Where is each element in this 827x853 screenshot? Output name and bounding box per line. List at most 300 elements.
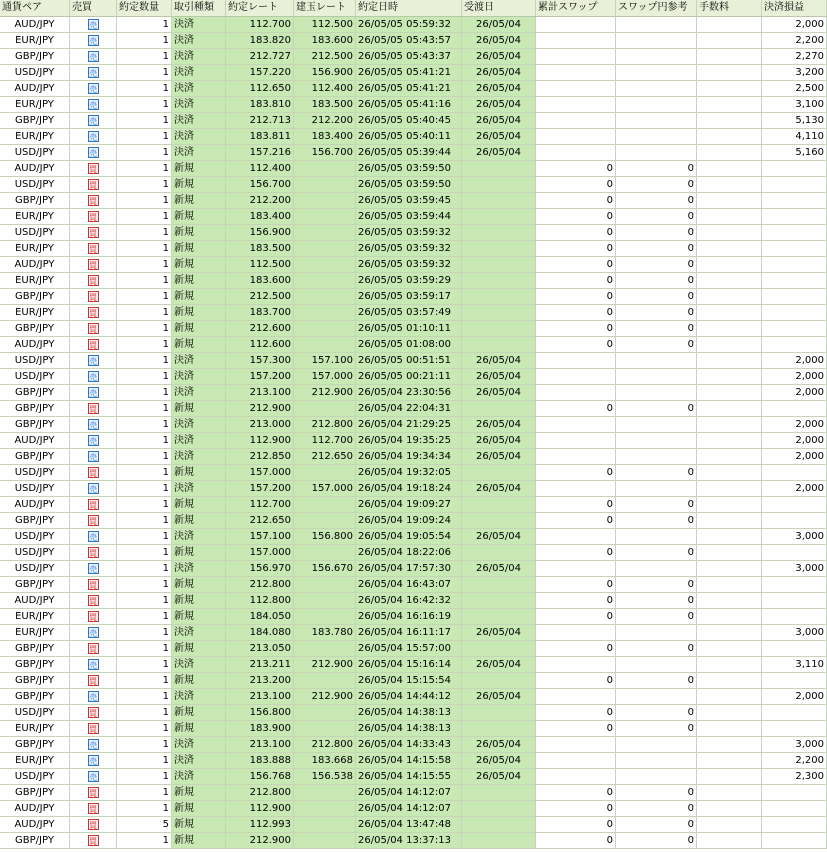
table-row[interactable]	[0, 769, 827, 785]
cell-delivery-date	[462, 673, 536, 689]
table-row[interactable]	[0, 817, 827, 833]
cell-pair: GBP/JPY	[0, 641, 70, 657]
cell-pair: AUD/JPY	[0, 17, 70, 33]
cell-trade-type: 決済	[172, 145, 226, 161]
cell-settlement-pnl	[762, 193, 827, 209]
cell-settlement-pnl: 5,130	[762, 113, 827, 129]
cell-commission	[697, 161, 762, 177]
cell-delivery-date: 26/05/04	[462, 385, 536, 401]
cell-side	[70, 545, 117, 561]
cell-exec-rate: 156.700	[226, 177, 294, 193]
cell-position-rate	[294, 209, 356, 225]
cell-trade-type: 決済	[172, 129, 226, 145]
cell-side	[70, 385, 117, 401]
cell-exec-datetime: 26/05/04 14:33:43	[356, 737, 462, 753]
sell-badge: 売	[89, 421, 97, 430]
cell-quantity: 1	[117, 97, 172, 113]
cell-delivery-date	[462, 193, 536, 209]
header-pair[interactable]: 通貨ペア	[0, 0, 70, 16]
cell-delivery-date	[462, 593, 536, 609]
cell-exec-datetime: 26/05/04 15:15:54	[356, 673, 462, 689]
cell-cumulative-swap: 0	[536, 673, 616, 689]
cell-exec-datetime: 26/05/05 05:41:21	[356, 65, 462, 81]
cell-swap-yen-ref: 0	[616, 497, 697, 513]
cell-exec-datetime: 26/05/05 03:57:49	[356, 305, 462, 321]
cell-cumulative-swap	[536, 17, 616, 33]
buy-badge: 買	[89, 517, 97, 526]
cell-exec-datetime: 26/05/05 03:59:32	[356, 225, 462, 241]
cell-delivery-date: 26/05/04	[462, 113, 536, 129]
table-row[interactable]	[0, 33, 827, 49]
cell-quantity: 1	[117, 145, 172, 161]
cell-settlement-pnl	[762, 785, 827, 801]
sell-badge: 売	[89, 437, 97, 446]
cell-side	[70, 161, 117, 177]
table-row[interactable]	[0, 673, 827, 689]
cell-quantity: 1	[117, 305, 172, 321]
cell-exec-rate: 212.850	[226, 449, 294, 465]
cell-trade-type: 決済	[172, 113, 226, 129]
cell-trade-type: 決済	[172, 737, 226, 753]
cell-exec-rate: 112.400	[226, 161, 294, 177]
cell-swap-yen-ref: 0	[616, 193, 697, 209]
cell-swap-yen-ref	[616, 753, 697, 769]
cell-exec-rate: 212.900	[226, 833, 294, 849]
cell-exec-datetime: 26/05/05 03:59:50	[356, 161, 462, 177]
cell-swap-yen-ref: 0	[616, 721, 697, 737]
cell-position-rate	[294, 289, 356, 305]
table-row[interactable]	[0, 241, 827, 257]
cell-commission	[697, 785, 762, 801]
cell-position-rate	[294, 577, 356, 593]
cell-swap-yen-ref: 0	[616, 513, 697, 529]
cell-swap-yen-ref: 0	[616, 817, 697, 833]
cell-cumulative-swap	[536, 129, 616, 145]
cell-delivery-date	[462, 289, 536, 305]
cell-exec-rate: 112.700	[226, 497, 294, 513]
table-row[interactable]	[0, 417, 827, 433]
cell-exec-datetime: 26/05/04 15:57:00	[356, 641, 462, 657]
cell-delivery-date: 26/05/04	[462, 353, 536, 369]
cell-exec-rate: 157.200	[226, 481, 294, 497]
cell-side	[70, 705, 117, 721]
cell-exec-datetime: 26/05/04 14:38:13	[356, 705, 462, 721]
cell-exec-datetime: 26/05/04 19:09:27	[356, 497, 462, 513]
cell-swap-yen-ref: 0	[616, 609, 697, 625]
cell-quantity: 1	[117, 289, 172, 305]
cell-pair: AUD/JPY	[0, 801, 70, 817]
sell-badge: 売	[89, 533, 97, 542]
cell-trade-type: 新規	[172, 673, 226, 689]
cell-cumulative-swap: 0	[536, 273, 616, 289]
cell-cumulative-swap: 0	[536, 401, 616, 417]
cell-cumulative-swap: 0	[536, 305, 616, 321]
table-row[interactable]	[0, 737, 827, 753]
table-row[interactable]	[0, 177, 827, 193]
header-trade-type[interactable]: 取引種類	[172, 0, 226, 16]
cell-quantity: 1	[117, 337, 172, 353]
cell-delivery-date	[462, 497, 536, 513]
cell-exec-datetime: 26/05/04 16:42:32	[356, 593, 462, 609]
table-row[interactable]	[0, 209, 827, 225]
cell-exec-rate: 213.000	[226, 417, 294, 433]
cell-settlement-pnl	[762, 577, 827, 593]
header-position-rate[interactable]: 建玉レート	[294, 0, 356, 16]
cell-side	[70, 257, 117, 273]
cell-trade-type: 新規	[172, 321, 226, 337]
cell-commission	[697, 65, 762, 81]
cell-exec-datetime: 26/05/05 05:43:57	[356, 33, 462, 49]
cell-swap-yen-ref	[616, 625, 697, 641]
cell-pair: AUD/JPY	[0, 817, 70, 833]
cell-swap-yen-ref: 0	[616, 401, 697, 417]
cell-side	[70, 81, 117, 97]
header-swap-yen-ref[interactable]: スワップ円参考	[616, 0, 697, 16]
cell-cumulative-swap: 0	[536, 801, 616, 817]
cell-exec-rate: 157.000	[226, 545, 294, 561]
cell-position-rate	[294, 785, 356, 801]
cell-commission	[697, 673, 762, 689]
table-row[interactable]	[0, 625, 827, 641]
cell-exec-rate: 183.900	[226, 721, 294, 737]
cell-pair: GBP/JPY	[0, 657, 70, 673]
cell-cumulative-swap	[536, 657, 616, 673]
cell-exec-datetime: 26/05/04 15:16:14	[356, 657, 462, 673]
buy-badge: 買	[89, 805, 97, 814]
cell-exec-rate: 212.600	[226, 321, 294, 337]
cell-commission	[697, 657, 762, 673]
cell-side	[70, 337, 117, 353]
table-row[interactable]	[0, 193, 827, 209]
cell-exec-datetime: 26/05/04 18:22:06	[356, 545, 462, 561]
sell-badge: 売	[89, 373, 97, 382]
cell-trade-type: 決済	[172, 769, 226, 785]
cell-cumulative-swap	[536, 561, 616, 577]
cell-quantity: 1	[117, 49, 172, 65]
cell-trade-type: 新規	[172, 305, 226, 321]
cell-trade-type: 新規	[172, 497, 226, 513]
table-row[interactable]	[0, 17, 827, 33]
cell-cumulative-swap: 0	[536, 785, 616, 801]
cell-settlement-pnl: 2,000	[762, 449, 827, 465]
cell-settlement-pnl	[762, 801, 827, 817]
cell-delivery-date: 26/05/04	[462, 769, 536, 785]
table-row[interactable]	[0, 369, 827, 385]
header-commission[interactable]: 手数料	[697, 0, 762, 16]
cell-pair: AUD/JPY	[0, 337, 70, 353]
cell-swap-yen-ref	[616, 481, 697, 497]
cell-exec-datetime: 26/05/05 05:43:37	[356, 49, 462, 65]
table-row[interactable]	[0, 689, 827, 705]
table-row[interactable]	[0, 545, 827, 561]
cell-quantity: 1	[117, 529, 172, 545]
cell-exec-datetime: 26/05/05 03:59:50	[356, 177, 462, 193]
cell-delivery-date	[462, 609, 536, 625]
cell-exec-datetime: 26/05/05 01:08:00	[356, 337, 462, 353]
table-row[interactable]	[0, 833, 827, 849]
cell-cumulative-swap: 0	[536, 513, 616, 529]
sell-badge: 売	[89, 53, 97, 62]
cell-delivery-date	[462, 161, 536, 177]
table-row[interactable]	[0, 497, 827, 513]
table-row[interactable]	[0, 657, 827, 673]
table-row[interactable]	[0, 161, 827, 177]
cell-position-rate: 157.000	[294, 369, 356, 385]
table-row[interactable]	[0, 65, 827, 81]
cell-cumulative-swap	[536, 449, 616, 465]
sell-badge: 売	[89, 357, 97, 366]
table-row[interactable]	[0, 481, 827, 497]
cell-pair: EUR/JPY	[0, 209, 70, 225]
buy-badge: 買	[89, 325, 97, 334]
cell-position-rate: 212.900	[294, 385, 356, 401]
cell-pair: GBP/JPY	[0, 49, 70, 65]
cell-pair: USD/JPY	[0, 65, 70, 81]
table-row[interactable]	[0, 305, 827, 321]
table-row[interactable]	[0, 113, 827, 129]
header-side[interactable]: 売買	[70, 0, 117, 16]
cell-swap-yen-ref: 0	[616, 289, 697, 305]
cell-commission	[697, 769, 762, 785]
cell-exec-rate: 112.800	[226, 593, 294, 609]
cell-pair: GBP/JPY	[0, 417, 70, 433]
cell-swap-yen-ref: 0	[616, 593, 697, 609]
cell-trade-type: 決済	[172, 449, 226, 465]
cell-exec-datetime: 26/05/04 13:47:48	[356, 817, 462, 833]
cell-side	[70, 657, 117, 673]
cell-cumulative-swap	[536, 65, 616, 81]
cell-commission	[697, 369, 762, 385]
cell-side	[70, 625, 117, 641]
table-row[interactable]	[0, 705, 827, 721]
cell-pair: EUR/JPY	[0, 305, 70, 321]
cell-swap-yen-ref: 0	[616, 241, 697, 257]
table-row[interactable]	[0, 801, 827, 817]
cell-quantity: 1	[117, 545, 172, 561]
cell-commission	[697, 577, 762, 593]
cell-exec-rate: 157.300	[226, 353, 294, 369]
table-row[interactable]	[0, 529, 827, 545]
cell-cumulative-swap: 0	[536, 289, 616, 305]
cell-exec-datetime: 26/05/04 19:35:25	[356, 433, 462, 449]
cell-position-rate	[294, 401, 356, 417]
cell-commission	[697, 145, 762, 161]
cell-settlement-pnl: 3,100	[762, 97, 827, 113]
cell-commission	[697, 225, 762, 241]
cell-side	[70, 481, 117, 497]
cell-exec-datetime: 26/05/04 21:29:25	[356, 417, 462, 433]
cell-exec-datetime: 26/05/04 17:57:30	[356, 561, 462, 577]
cell-swap-yen-ref: 0	[616, 321, 697, 337]
table-row[interactable]	[0, 129, 827, 145]
cell-exec-datetime: 26/05/05 03:59:45	[356, 193, 462, 209]
cell-settlement-pnl: 3,000	[762, 737, 827, 753]
cell-side	[70, 17, 117, 33]
table-row[interactable]	[0, 785, 827, 801]
table-row[interactable]	[0, 593, 827, 609]
cell-settlement-pnl	[762, 321, 827, 337]
cell-position-rate: 183.500	[294, 97, 356, 113]
table-row[interactable]	[0, 81, 827, 97]
cell-cumulative-swap: 0	[536, 609, 616, 625]
cell-swap-yen-ref	[616, 49, 697, 65]
table-row[interactable]	[0, 449, 827, 465]
cell-side	[70, 65, 117, 81]
cell-exec-rate: 156.970	[226, 561, 294, 577]
cell-settlement-pnl	[762, 513, 827, 529]
header-quantity[interactable]: 約定数量	[117, 0, 172, 16]
table-row[interactable]	[0, 401, 827, 417]
cell-swap-yen-ref	[616, 449, 697, 465]
header-exec-rate[interactable]: 約定レート	[226, 0, 294, 16]
cell-exec-rate: 112.900	[226, 433, 294, 449]
cell-commission	[697, 449, 762, 465]
cell-settlement-pnl: 5,160	[762, 145, 827, 161]
cell-swap-yen-ref: 0	[616, 305, 697, 321]
cell-cumulative-swap: 0	[536, 257, 616, 273]
cell-delivery-date: 26/05/04	[462, 49, 536, 65]
cell-commission	[697, 497, 762, 513]
cell-commission	[697, 129, 762, 145]
table-row[interactable]	[0, 97, 827, 113]
buy-badge: 買	[89, 789, 97, 798]
cell-cumulative-swap	[536, 625, 616, 641]
cell-swap-yen-ref	[616, 113, 697, 129]
table-row[interactable]	[0, 273, 827, 289]
cell-delivery-date	[462, 785, 536, 801]
cell-exec-rate: 183.820	[226, 33, 294, 49]
cell-trade-type: 決済	[172, 689, 226, 705]
cell-trade-type: 新規	[172, 241, 226, 257]
cell-quantity: 1	[117, 17, 172, 33]
cell-quantity: 1	[117, 257, 172, 273]
cell-cumulative-swap: 0	[536, 497, 616, 513]
cell-swap-yen-ref	[616, 145, 697, 161]
table-row[interactable]	[0, 385, 827, 401]
cell-pair: EUR/JPY	[0, 97, 70, 113]
cell-settlement-pnl	[762, 401, 827, 417]
table-row[interactable]	[0, 577, 827, 593]
cell-trade-type: 決済	[172, 353, 226, 369]
cell-commission	[697, 545, 762, 561]
table-row[interactable]	[0, 321, 827, 337]
table-row[interactable]	[0, 225, 827, 241]
cell-side	[70, 817, 117, 833]
cell-commission	[697, 241, 762, 257]
header-settlement-pnl[interactable]: 決済損益	[762, 0, 827, 16]
cell-pair: EUR/JPY	[0, 753, 70, 769]
cell-quantity: 1	[117, 641, 172, 657]
sell-badge: 売	[89, 149, 97, 158]
cell-position-rate: 112.400	[294, 81, 356, 97]
cell-pair: AUD/JPY	[0, 161, 70, 177]
cell-quantity: 1	[117, 801, 172, 817]
table-row[interactable]	[0, 609, 827, 625]
cell-pair: GBP/JPY	[0, 833, 70, 849]
cell-commission	[697, 193, 762, 209]
cell-trade-type: 新規	[172, 513, 226, 529]
cell-settlement-pnl	[762, 177, 827, 193]
cell-exec-datetime: 26/05/04 14:15:58	[356, 753, 462, 769]
cell-exec-datetime: 26/05/05 05:41:16	[356, 97, 462, 113]
table-row[interactable]	[0, 145, 827, 161]
cell-settlement-pnl: 3,000	[762, 529, 827, 545]
cell-exec-rate: 183.500	[226, 241, 294, 257]
cell-side	[70, 273, 117, 289]
table-row[interactable]	[0, 561, 827, 577]
cell-swap-yen-ref	[616, 769, 697, 785]
buy-badge: 買	[89, 309, 97, 318]
cell-exec-datetime: 26/05/04 19:18:24	[356, 481, 462, 497]
cell-position-rate: 156.800	[294, 529, 356, 545]
cell-commission	[697, 529, 762, 545]
table-row[interactable]	[0, 337, 827, 353]
sell-badge: 売	[89, 565, 97, 574]
cell-pair: AUD/JPY	[0, 81, 70, 97]
cell-side	[70, 193, 117, 209]
cell-delivery-date	[462, 577, 536, 593]
cell-exec-rate: 212.713	[226, 113, 294, 129]
table-row[interactable]	[0, 641, 827, 657]
cell-position-rate	[294, 817, 356, 833]
header-exec-datetime[interactable]: 約定日時	[356, 0, 462, 16]
cell-pair: USD/JPY	[0, 705, 70, 721]
cell-swap-yen-ref: 0	[616, 641, 697, 657]
cell-pair: USD/JPY	[0, 177, 70, 193]
table-row[interactable]	[0, 353, 827, 369]
table-row[interactable]	[0, 257, 827, 273]
cell-position-rate	[294, 513, 356, 529]
cell-cumulative-swap: 0	[536, 321, 616, 337]
cell-quantity: 1	[117, 385, 172, 401]
table-row[interactable]	[0, 753, 827, 769]
table-row[interactable]	[0, 289, 827, 305]
buy-badge: 買	[89, 725, 97, 734]
table-row[interactable]	[0, 465, 827, 481]
buy-badge: 買	[89, 261, 97, 270]
cell-exec-datetime: 26/05/04 19:09:24	[356, 513, 462, 529]
cell-side	[70, 577, 117, 593]
header-cumulative-swap[interactable]: 累計スワップ	[536, 0, 616, 16]
table-row[interactable]	[0, 49, 827, 65]
cell-trade-type: 新規	[172, 273, 226, 289]
header-delivery-date[interactable]: 受渡日	[462, 0, 536, 16]
table-row[interactable]	[0, 433, 827, 449]
cell-delivery-date: 26/05/04	[462, 17, 536, 33]
table-row[interactable]	[0, 721, 827, 737]
cell-side	[70, 497, 117, 513]
cell-trade-type: 新規	[172, 257, 226, 273]
buy-badge: 買	[89, 613, 97, 622]
cell-commission	[697, 273, 762, 289]
cell-position-rate: 156.700	[294, 145, 356, 161]
cell-exec-rate: 213.100	[226, 737, 294, 753]
cell-cumulative-swap: 0	[536, 577, 616, 593]
cell-position-rate	[294, 833, 356, 849]
cell-pair: AUD/JPY	[0, 593, 70, 609]
cell-position-rate	[294, 721, 356, 737]
cell-exec-datetime: 26/05/04 19:32:05	[356, 465, 462, 481]
table-row[interactable]	[0, 513, 827, 529]
cell-settlement-pnl	[762, 225, 827, 241]
cell-trade-type: 新規	[172, 641, 226, 657]
cell-cumulative-swap	[536, 113, 616, 129]
buy-badge: 買	[89, 277, 97, 286]
cell-quantity: 1	[117, 673, 172, 689]
cell-pair: USD/JPY	[0, 225, 70, 241]
cell-position-rate: 183.780	[294, 625, 356, 641]
cell-side	[70, 369, 117, 385]
